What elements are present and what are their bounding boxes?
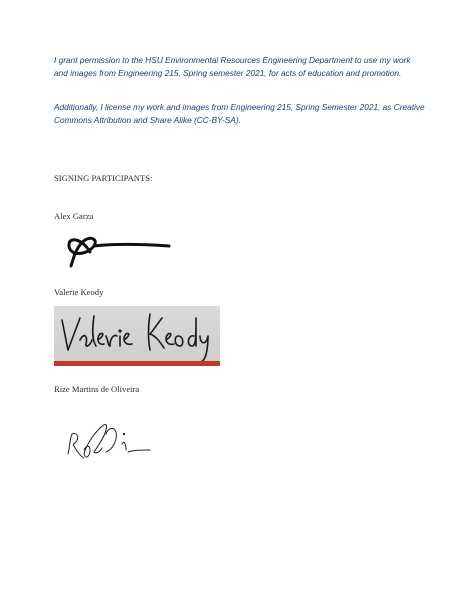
signature-alex-garza (60, 222, 185, 270)
signature-1-icon (60, 222, 185, 270)
participants-heading: SIGNING PARTICIPANTS: (54, 173, 153, 183)
participant-name-alex-garza: Alex Garza (54, 211, 94, 221)
signature-valerie-keody (54, 306, 220, 366)
permission-paragraph: I grant permission to the HSU Environmental Resources Engineering Department to use my work and images from Engineering 215, Spring semester 2021, for acts of education and promotion. (54, 55, 411, 78)
participant-name-valerie-keody: Valerie Keody (54, 287, 104, 297)
signature-2-image (54, 306, 220, 366)
license-paragraph: Additionally, I license my work and images from Engineering 215, Spring Semester 2021, as Creative Commons Attribution and Share Alike (CC-BY-SA). (54, 102, 425, 125)
participant-name-rize-martins-de-oliveira: Rize Martins de Oliveira (54, 384, 140, 394)
signature-3-icon (62, 410, 154, 464)
signature-rize-martins-de-oliveira (62, 410, 154, 464)
